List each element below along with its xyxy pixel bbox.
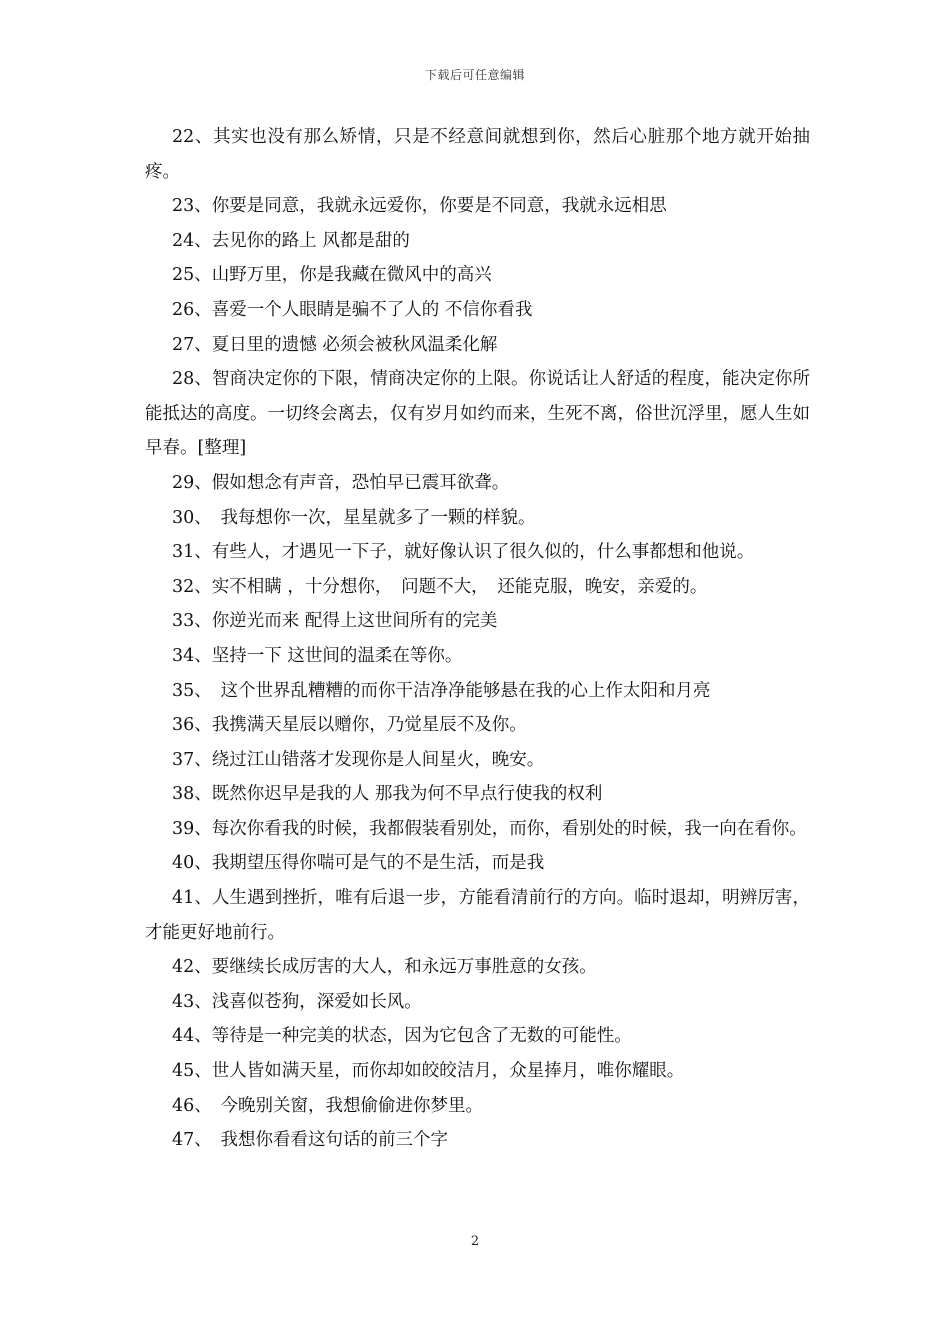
paragraph-23: 23、你要是同意，我就永远爱你，你要是不同意，我就永远相思 (172, 196, 667, 217)
page-number: 2 (470, 1234, 480, 1249)
paragraph-43: 43、浅喜似苍狗，深爱如长风。 (172, 991, 422, 1012)
page-header: 下载后可任意编辑 (424, 68, 525, 82)
paragraph-28: 28、智商决定你的下限，情商决定你的上限。你说话让人舒适的程度，能决定你所能抵达的高度。一切终会离去，仅有岁月如约而来，生死不离，俗世沉浮里，愿人生如早春。[整理] (145, 369, 810, 459)
paragraph-44: 44、等待是一种完美的状态，因为它包含了无数的可能性。 (172, 1026, 632, 1047)
paragraph-37: 37、绕过江山错落才发现你是人间星火，晚安。 (172, 749, 545, 770)
paragraph-26: 26、喜爱一个人眼睛是骗不了人的 不信你看我 (172, 299, 533, 320)
paragraph-36: 36、我携满天星辰以赠你，乃觉星辰不及你。 (172, 715, 527, 736)
paragraph-34: 34、坚持一下 这世间的温柔在等你。 (172, 645, 463, 666)
paragraph-27: 27、夏日里的遗憾 必须会被秋风温柔化解 (172, 334, 498, 355)
paragraph-40: 40、我期望压得你喘可是气的不是生活，而是我 (172, 853, 545, 874)
paragraph-25: 25、山野万里，你是我藏在微风中的高兴 (172, 265, 492, 286)
paragraph-29: 29、假如想念有声音，恐怕早已震耳欲聋。 (172, 472, 510, 493)
paragraph-22: 22、其实也没有那么矫情，只是不经意间就想到你，然后心脏那个地方就开始抽疼。 (145, 127, 810, 182)
paragraph-30: 30、 我每想你一次，星星就多了一颗的样貌。 (172, 507, 536, 528)
paragraph-31: 31、有些人，才遇见一下子，就好像认识了很久似的，什么事都想和他说。 (172, 542, 755, 563)
document-body (145, 120, 810, 1158)
paragraph-38: 38、既然你迟早是我的人 那我为何不早点行使我的权利 (172, 784, 603, 805)
paragraph-45: 45、世人皆如满天星，而你却如皎皎洁月，众星捧月，唯你耀眼。 (172, 1061, 685, 1082)
paragraph-42: 42、要继续长成厉害的大人，和永远万事胜意的女孩。 (172, 957, 597, 978)
paragraph-46: 46、 今晚别关窗，我想偷偷进你梦里。 (172, 1095, 484, 1116)
paragraph-47: 47、 我想你看看这句话的前三个字 (172, 1130, 449, 1151)
paragraph-39: 39、每次你看我的时候，我都假装看别处，而你，看别处的时候，我一向在看你。 (172, 818, 807, 839)
paragraph-33: 33、你逆光而来 配得上这世间所有的完美 (172, 611, 498, 632)
paragraph-41: 41、人生遇到挫折，唯有后退一步，方能看清前行的方向。临时退却，明辨厉害，才能更好地前行。 (145, 888, 810, 943)
paragraph-35: 35、 这个世界乱糟糟的而你干洁净净能够悬在我的心上作太阳和月亮 (172, 680, 711, 701)
paragraph-24: 24、去见你的路上 风都是甜的 (172, 230, 410, 251)
paragraph-32: 32、实不相瞒 ，十分想你， 问题不大， 还能克服，晚安，亲爱的。 (172, 576, 708, 597)
